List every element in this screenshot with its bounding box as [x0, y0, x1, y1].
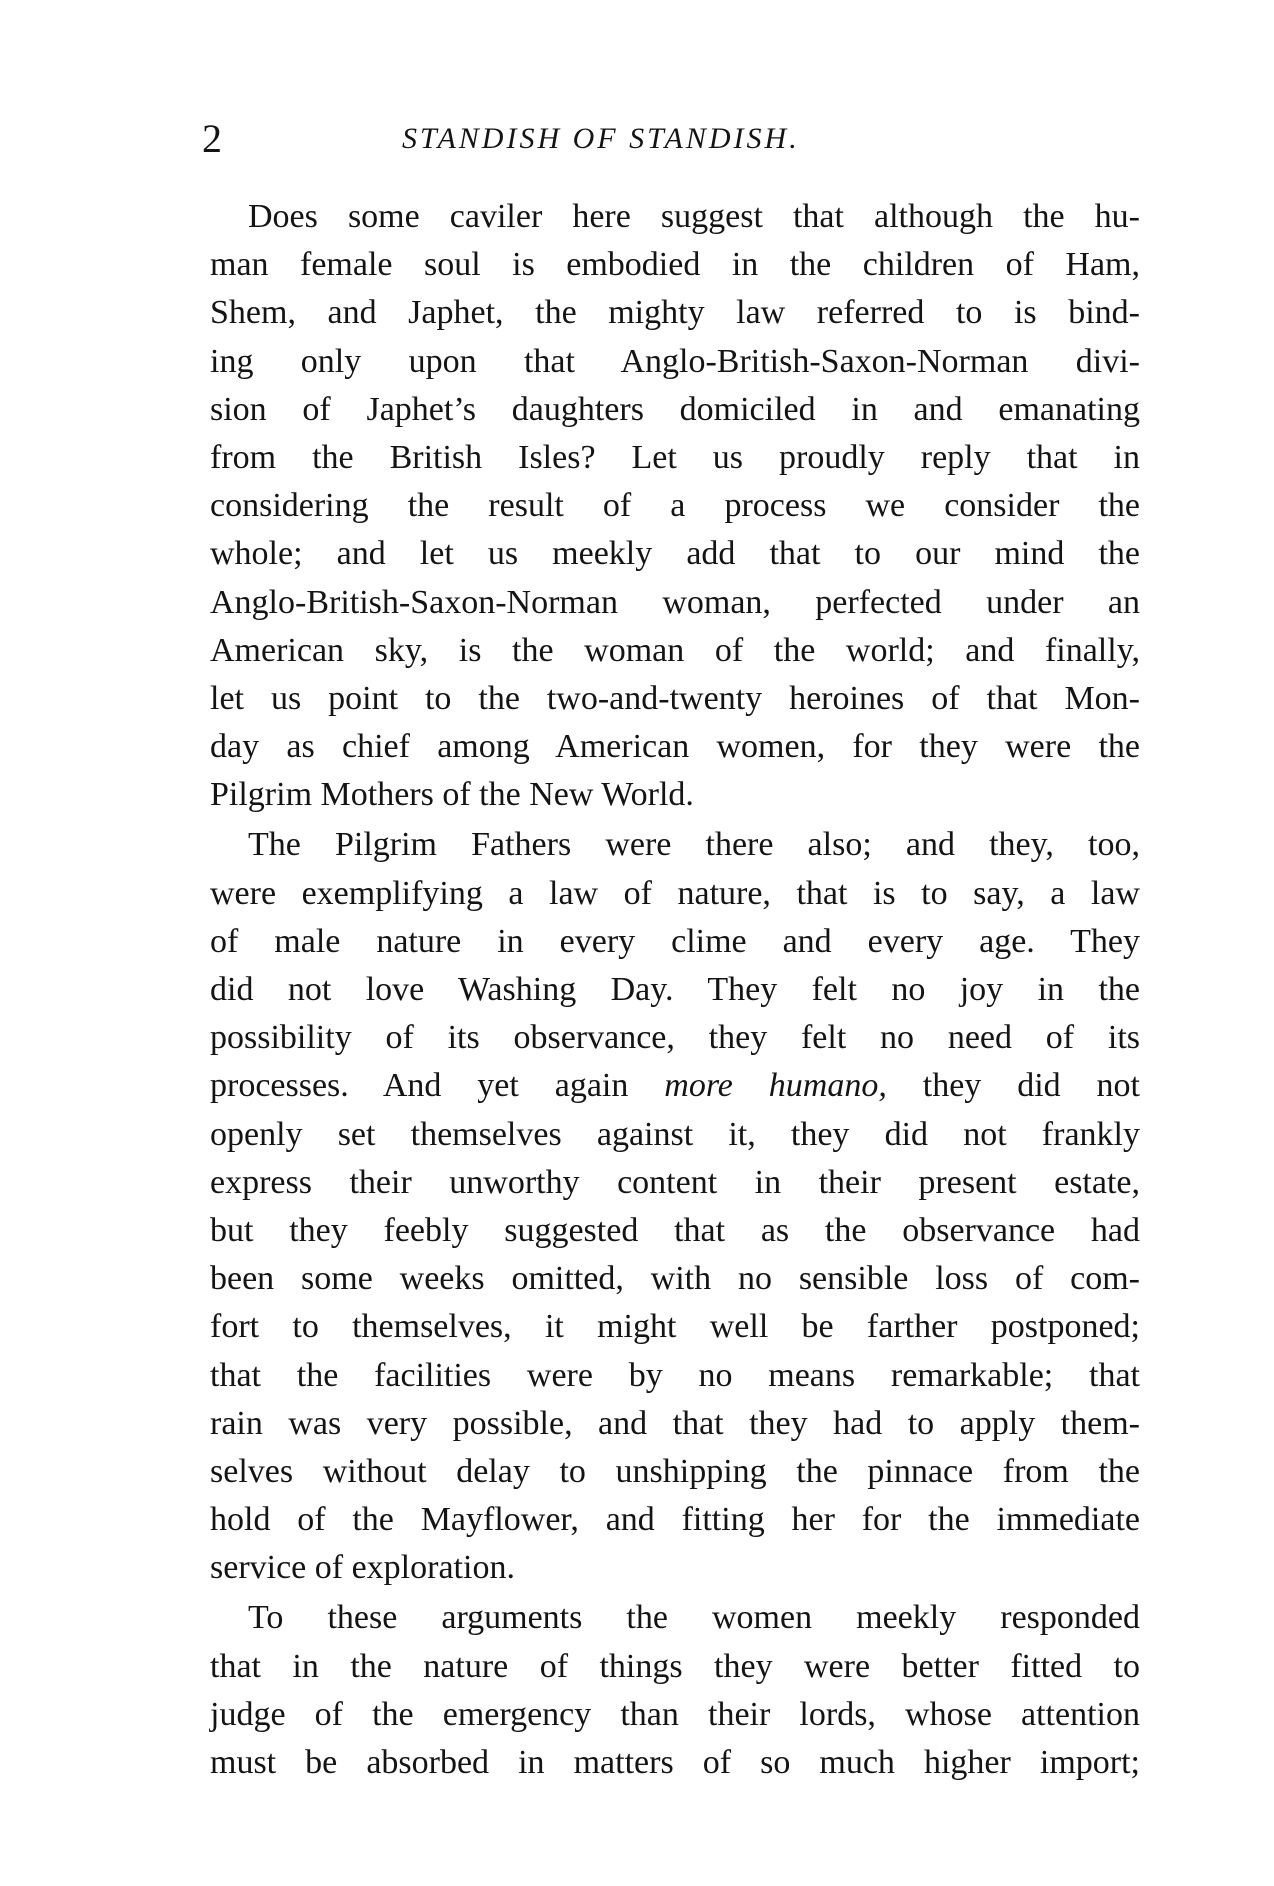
text-line: Does some caviler here suggest that although the hu- — [248, 198, 1140, 235]
text-line: possibility of its observance, they felt no need of its — [210, 1019, 1140, 1057]
text-line: rain was very possible, and that they had to apply them- — [210, 1404, 1140, 1442]
text-line: let us point to the two-and-twenty heroines of that Mon- — [210, 679, 1140, 717]
text-line: but they feebly suggested that as the observance had — [210, 1211, 1140, 1249]
text-line: did not love Washing Day. They felt no joy in the — [210, 971, 1140, 1008]
text-line: considering the result of a process we consider the — [210, 487, 1140, 525]
text-line: whole; and let us meekly add that to our mind the — [210, 535, 1140, 573]
text-line: ing only upon that Anglo-British-Saxon-Norman divi- — [210, 342, 1140, 380]
body-text — [210, 193, 1140, 1787]
text-line: judge of the emergency than their lords, whose attention — [210, 1695, 1140, 1733]
text-line: were exemplifying a law of nature, that is to say, a law — [210, 874, 1140, 912]
text-line: Shem, and Japhet, the mighty law referred to is bind- — [210, 294, 1140, 332]
text-line: selves without delay to unshipping the pinnace from the — [210, 1452, 1140, 1490]
page-number: 2 — [202, 116, 222, 161]
text-line — [210, 1062, 1140, 1110]
text-line: day as chief among American women, for they were the — [210, 728, 1140, 766]
text-line: sion of Japhet’s daughters domiciled in and emanating — [210, 390, 1140, 428]
text-line: of male nature in every clime and every age. They — [210, 922, 1140, 960]
text-line: man female soul is embodied in the children of Ham, — [210, 246, 1140, 284]
text-line: been some weeks omitted, with no sensible loss of com- — [210, 1260, 1140, 1298]
text-line: To these arguments the women meekly responded — [248, 1599, 1140, 1637]
text-line: openly set themselves against it, they did not frankly — [210, 1115, 1140, 1153]
text-line: Anglo-British-Saxon-Norman woman, perfected under an — [210, 583, 1140, 621]
running-head — [202, 116, 1082, 169]
text-segment: they did not — [886, 1067, 1140, 1105]
text-line: that the facilities were by no means remarkable; that — [210, 1356, 1140, 1394]
text-segment: processes. And yet again — [210, 1067, 665, 1105]
running-title: STANDISH OF STANDISH. — [402, 122, 800, 155]
text-line: American sky, is the woman of the world; and finally, — [210, 631, 1140, 669]
text-line: must be absorbed in matters of so much higher import; — [210, 1744, 1140, 1781]
italic-phrase: more humano, — [664, 1067, 887, 1105]
text-line: service of exploration. — [210, 1549, 515, 1587]
text-line: express their unworthy content in their present estate, — [210, 1163, 1140, 1201]
text-line: that in the nature of things they were better fitted to — [210, 1647, 1140, 1685]
text-line: from the British Isles? Let us proudly reply that in — [210, 438, 1140, 476]
text-line: fort to themselves, it might well be farther postponed; — [210, 1308, 1140, 1346]
text-line: The Pilgrim Fathers were there also; and they, too, — [248, 826, 1140, 864]
text-line: hold of the Mayflower, and fitting her for the immediate — [210, 1501, 1140, 1539]
text-line: Pilgrim Mothers of the New World. — [210, 776, 694, 814]
